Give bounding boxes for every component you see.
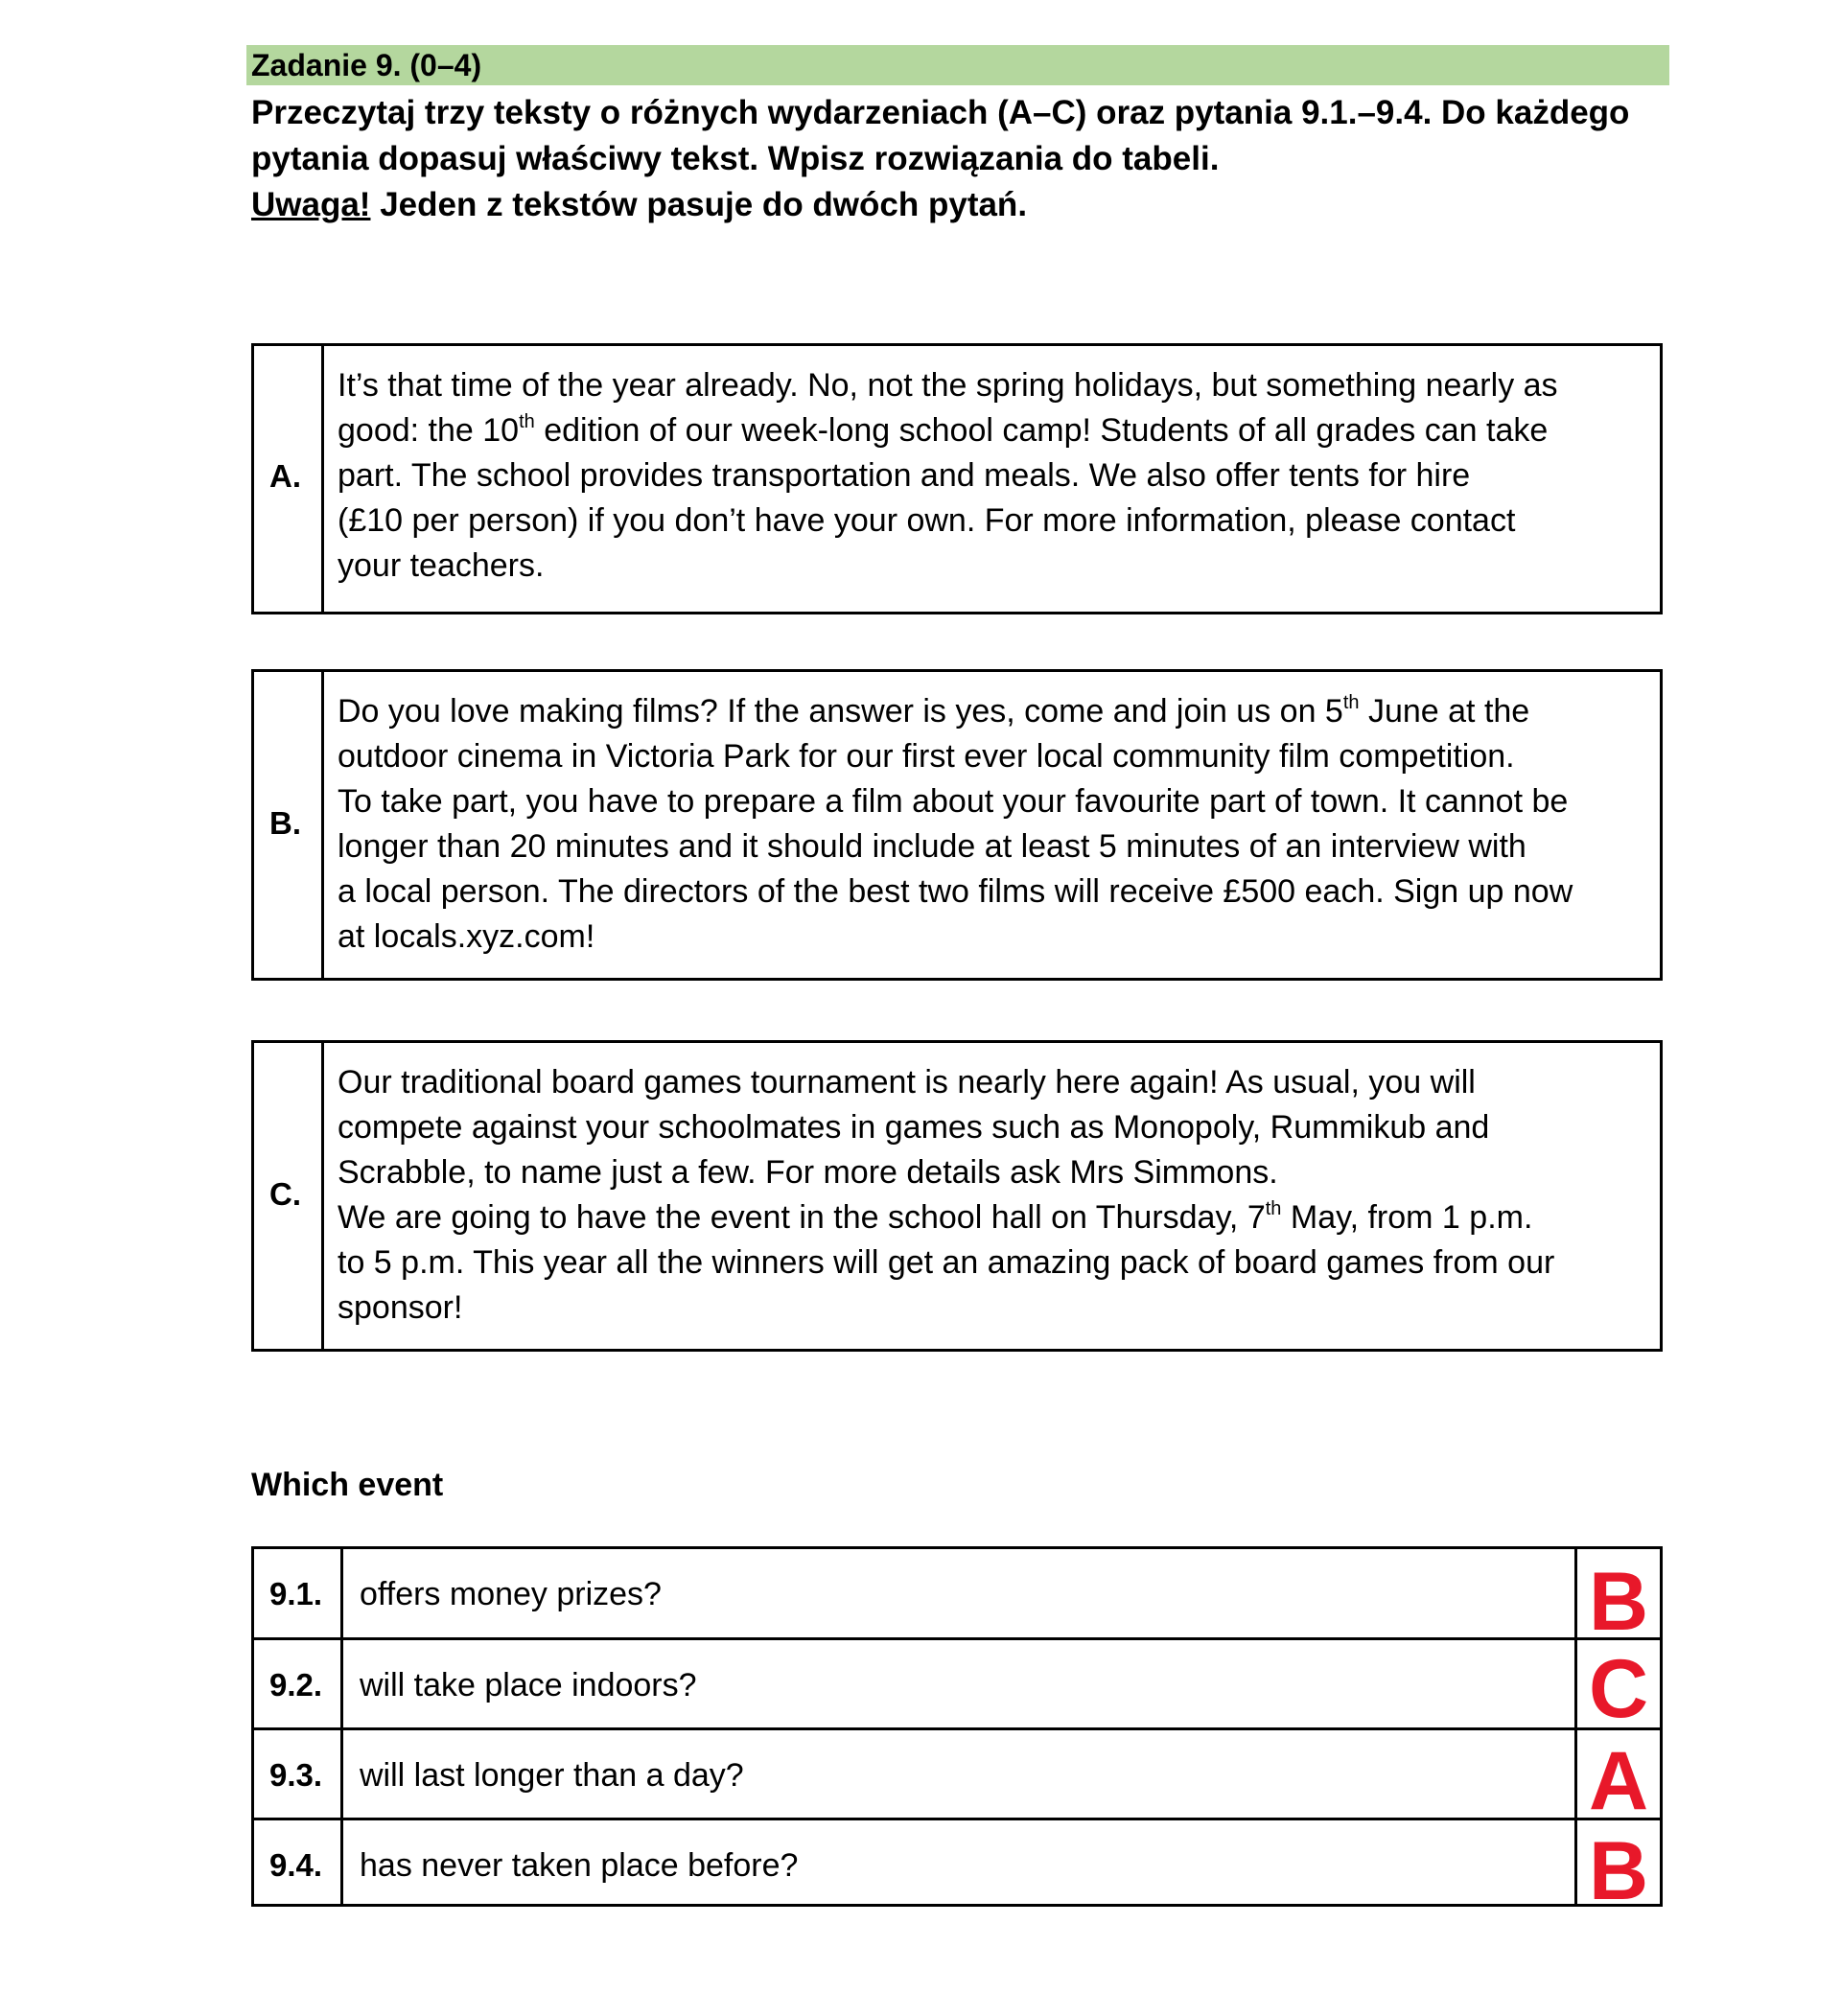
text-line: outdoor cinema in Victoria Park for our first ever local community film competition.	[338, 738, 1515, 775]
note-label: Uwaga!	[251, 186, 371, 223]
text-body	[338, 1060, 1641, 1331]
question-text: will last longer than a day?	[360, 1757, 744, 1794]
letter-cell	[254, 1043, 324, 1349]
text-line: part. The school provides transportation and meals. We also offer tents for hire	[338, 457, 1471, 494]
question-text: will take place indoors?	[360, 1667, 697, 1703]
column-divider	[340, 1549, 343, 1904]
letter-cell	[254, 346, 324, 612]
instruction-note	[251, 182, 1690, 228]
letter-cell	[254, 672, 324, 978]
text-box-c	[251, 1040, 1663, 1352]
task-title: Zadanie 9. (0–4)	[251, 48, 482, 82]
text-box-a	[251, 343, 1663, 614]
text-fragment: We are going to have the event in the school hall on Thursday, 7	[338, 1199, 1266, 1236]
answer-cell[interactable]: A	[1588, 1735, 1649, 1827]
question-number: 9.4.	[269, 1847, 323, 1883]
text-letter: A.	[269, 458, 301, 494]
text-fragment: good: the 10	[338, 412, 520, 449]
text-line: Our traditional board games tournament is nearly here again! As usual, you will	[338, 1064, 1476, 1101]
superscript: th	[1265, 1198, 1282, 1219]
text-line: Scrabble, to name just a few. For more details ask Mrs Simmons.	[338, 1154, 1278, 1191]
answer-table	[251, 1546, 1663, 1917]
table-row	[254, 1637, 1660, 1735]
answer-cell[interactable]: B	[1588, 1556, 1649, 1648]
text-fragment: June at the	[1359, 693, 1530, 730]
text-fragment: May, from 1 p.m.	[1281, 1199, 1533, 1236]
questions-heading: Which event	[251, 1467, 444, 1503]
text-body	[338, 363, 1641, 589]
text-line	[338, 1195, 1641, 1240]
answer-cell[interactable]: B	[1588, 1825, 1649, 1917]
text-line: longer than 20 minutes and it should include at least 5 minutes of an interview with	[338, 828, 1526, 865]
text-line: It’s that time of the year already. No, not the spring holidays, but something nearly as	[338, 367, 1558, 404]
task-instructions	[251, 90, 1690, 228]
text-line: sponsor!	[338, 1289, 463, 1326]
answer-cell[interactable]: C	[1588, 1643, 1649, 1735]
text-fragment: Do you love making films? If the answer is yes, come and join us on 5	[338, 693, 1343, 730]
column-divider	[1574, 1549, 1577, 1904]
text-box-b	[251, 669, 1663, 981]
text-line: your teachers.	[338, 547, 545, 584]
question-text: offers money prizes?	[360, 1576, 662, 1612]
superscript: th	[1342, 692, 1360, 713]
text-line: (£10 per person) if you don’t have your own. For more information, please contact	[338, 502, 1516, 539]
table-row	[254, 1818, 1660, 1917]
instruction-line-1: Przeczytaj trzy teksty o różnych wydarzeniach (A–C) oraz pytania 9.1.–9.4. Do każdego	[251, 94, 1630, 131]
text-line	[338, 689, 1641, 734]
question-text: has never taken place before?	[360, 1847, 799, 1884]
question-number: 9.1.	[269, 1576, 323, 1611]
superscript: th	[519, 411, 535, 432]
text-line: to 5 p.m. This year all the winners will get an amazing pack of board games from our	[338, 1244, 1555, 1281]
text-line	[338, 408, 1641, 453]
text-fragment: edition of our week-long school camp! Students of all grades can take	[534, 412, 1549, 449]
note-text: Jeden z tekstów pasuje do dwóch pytań.	[370, 186, 1028, 223]
text-line: at locals.xyz.com!	[338, 918, 595, 955]
text-body	[338, 689, 1641, 960]
instruction-line-2: pytania dopasuj właściwy tekst. Wpisz rozwiązania do tabeli.	[251, 140, 1220, 177]
table-row	[254, 1549, 1660, 1648]
text-letter: B.	[269, 805, 301, 841]
table-row	[254, 1727, 1660, 1827]
text-letter: C.	[269, 1176, 301, 1212]
question-number: 9.2.	[269, 1667, 323, 1703]
question-number: 9.3.	[269, 1757, 323, 1793]
text-line: compete against your schoolmates in games such as Monopoly, Rummikub and	[338, 1109, 1490, 1146]
text-line: a local person. The directors of the best two films will receive £500 each. Sign up now	[338, 873, 1573, 910]
text-line: To take part, you have to prepare a film about your favourite part of town. It cannot be	[338, 783, 1569, 820]
